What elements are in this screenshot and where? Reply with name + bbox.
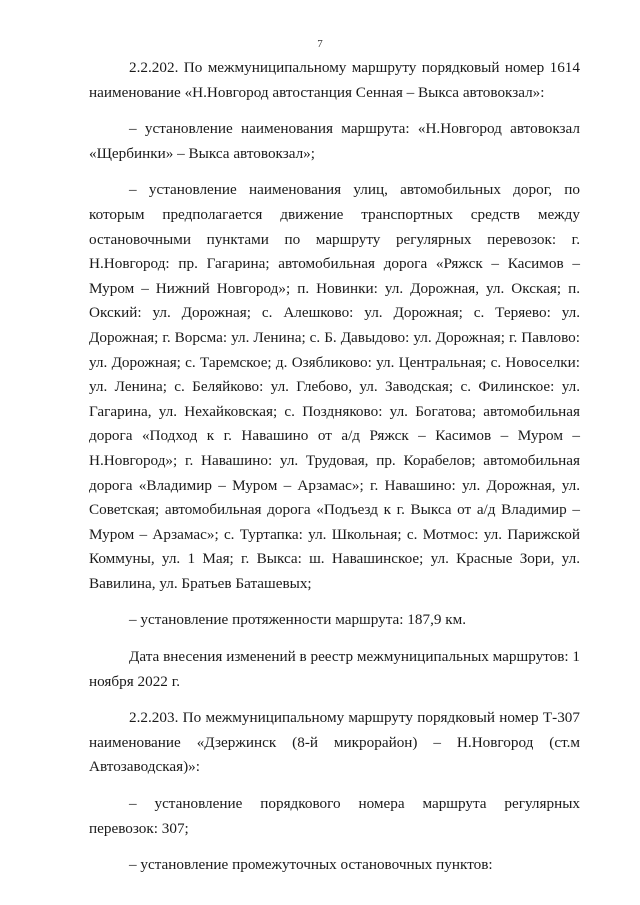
paragraph-route-1614-name-change: – установление наименования маршрута: «Н.Новгород автовокзал «Щербинки» – Выкса автовокзал»;: [89, 120, 580, 162]
paragraph-route-t307-number-change: – установление порядкового номера маршрута регулярных перевозок: 307;: [89, 795, 580, 837]
paragraph-route-t307-heading: 2.2.203. По межмуниципальному маршруту порядковый номер Т-307 наименование «Дзержинск (8-й микрорайон) – Н.Новгород (ст.м Автозаводская)»:: [89, 709, 580, 776]
paragraph-route-t307-stops: – установление промежуточных остановочных пунктов:: [129, 856, 493, 874]
paragraph-route-1614-registry-date: Дата внесения изменений в реестр межмуниципальных маршрутов: 1 ноября 2022 г.: [89, 648, 581, 690]
page-number: 7: [317, 38, 323, 50]
document-body: [89, 56, 580, 878]
paragraph-route-1614-heading: 2.2.202. По межмуниципальному маршруту порядковый номер 1614 наименование «Н.Новгород автостанция Сенная – Выкса автовокзал»:: [89, 59, 580, 101]
paragraph-route-1614-length: – установление протяженности маршрута: 187,9 км.: [129, 611, 467, 629]
paragraph-route-1614-streets: – установление наименования улиц, автомобильных дорог, по которым предполагается движение транспортных средств между остановочными пунктами по маршруту регулярных перевозок: г. Н.Новгород: пр. Гагарина; автомобильная дорога «Ряжск – Касимов – Муром – Нижний Новгород»; п. Новинки: ул. Дорожная, ул. Окская; п. Окский: ул. Дорожная; с. Алешково: ул. Дорожная; с. Теряево: ул. Дорожная; г. Ворсма: ул. Ленина; с. Б. Давыдово: ул. Дорожная; г. Павлово: ул. Дорожная; с. Таремское; д. Озябликово: ул. Центральная; с. Новоселки: ул. Ленина; с. Беляйково: ул. Глебово, ул. Заводская; с. Филинское: ул. Гагарина, ул. Нехайковская; с. Поздняково: ул. Богатова; автомобильная дорога «Подход к г. Навашино от а/д Ряжск – Касимов – Муром – Н.Новгород»; г. Навашино: ул. Трудовая, пр. Корабелов; автомобильная дорога «Владимир – Муром – Арзамас»; г. Навашино: ул. Дорожная, ул. Советская; автомобильная дорога «Подъезд к г. Выкса от а/д Владимир – Муром – Арзамас»; с. Туртапка: ул. Школьная; с. Мотмос: ул. Парижской Коммуны, ул. 1 Мая; г. Выкса: ш. Навашинское; ул. Красные Зори, ул. Вавилина, ул. Братьев Баташевых;: [89, 181, 580, 592]
